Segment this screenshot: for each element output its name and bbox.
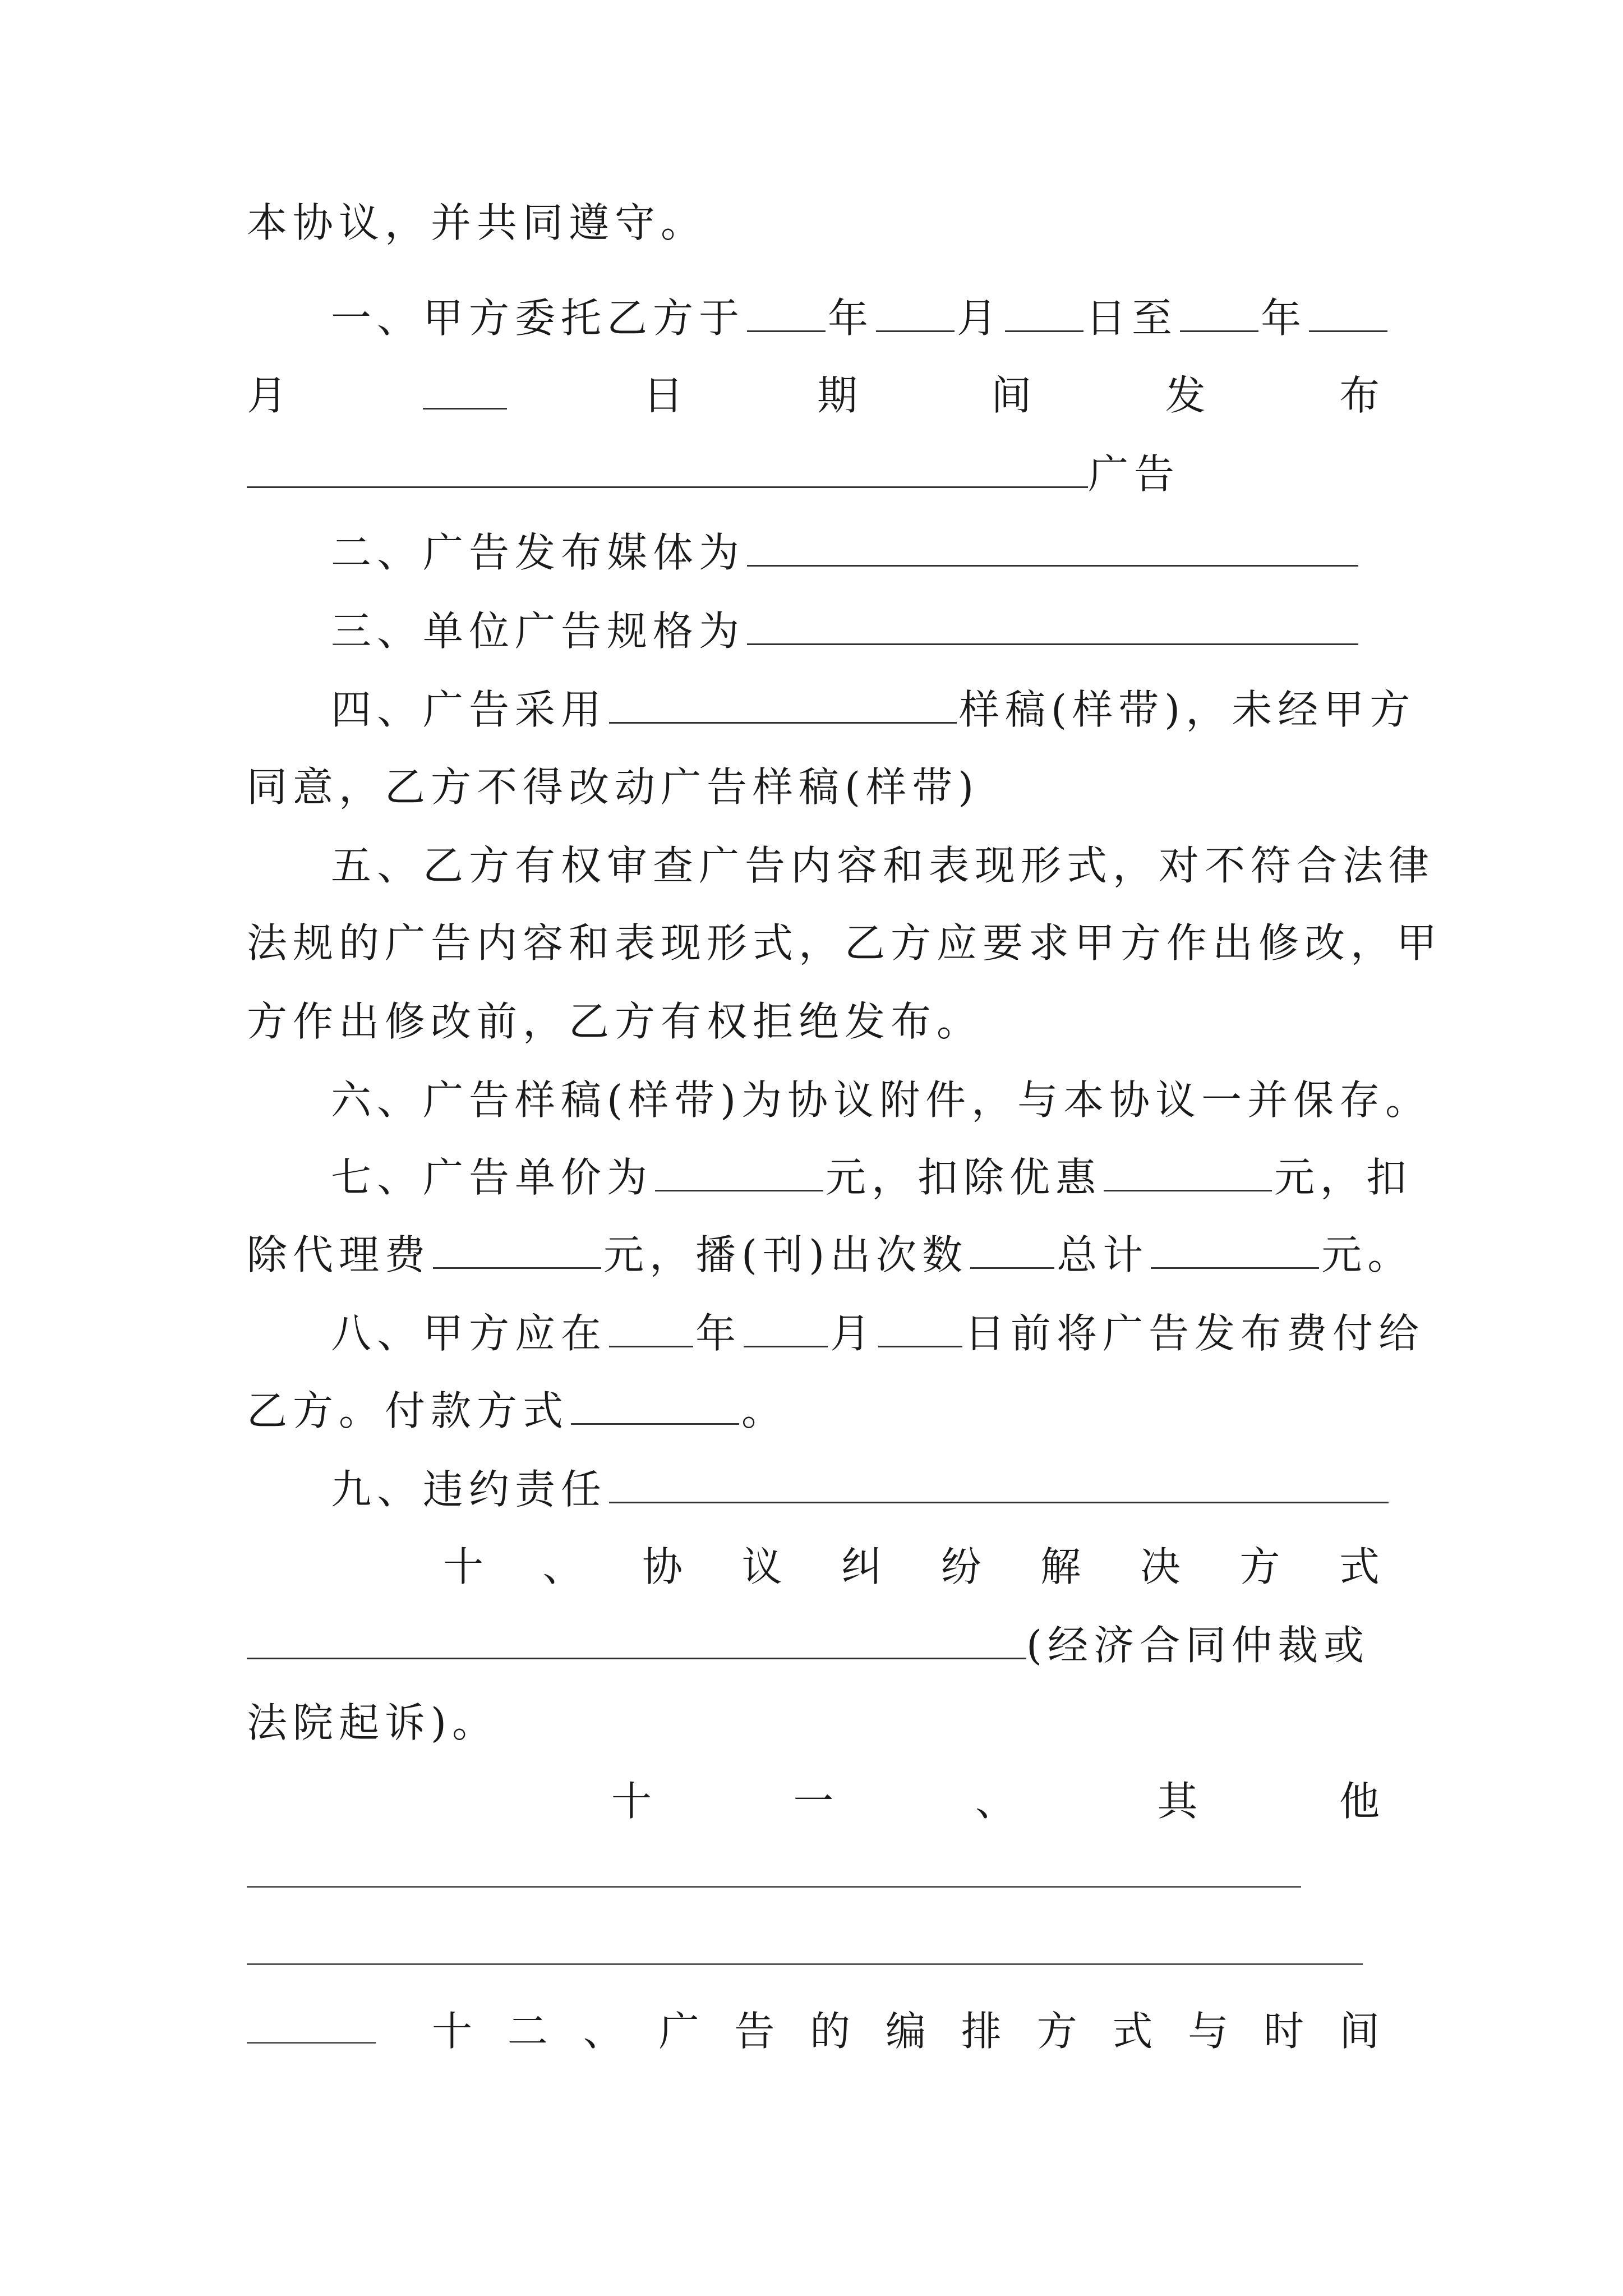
clause-10-tail: (经济合同仲裁或: [1026, 1622, 1370, 1669]
clause-1-text-b: 年: [828, 295, 874, 342]
clause-7-text-e: 元，播(刊)出次数: [603, 1231, 969, 1278]
clause-3: [331, 606, 1361, 656]
clause-2: [331, 527, 1361, 578]
clause-5-line-2: 法规的广告内容和表现形式，乙方应要求甲方作出修改，甲: [247, 919, 1443, 967]
blank-field[interactable]: [744, 1311, 828, 1347]
char: 间: [991, 372, 1032, 419]
blank-line[interactable]: [247, 1963, 1363, 1965]
clause-8-text-c: 月: [830, 1310, 877, 1357]
char: 日: [643, 372, 684, 419]
clause-8-text-b: 年: [695, 1310, 742, 1357]
blank-field[interactable]: [423, 373, 507, 409]
blank-field[interactable]: [1005, 296, 1083, 332]
blank-field[interactable]: [1151, 1232, 1319, 1269]
clause-9: [331, 1464, 1391, 1515]
char: 纷: [940, 1543, 981, 1590]
char: 时: [1264, 2008, 1304, 2055]
clause-4-text-b: 样稿(样带)，未经甲方: [959, 686, 1416, 733]
blank-field[interactable]: [609, 687, 957, 724]
clause-1-line-3: [247, 449, 1180, 499]
blank-field[interactable]: [247, 1623, 1026, 1659]
clause-5-line-3: 方作出修改前，乙方有权拒绝发布。: [247, 998, 983, 1045]
clause-1-text-d: 日至: [1086, 295, 1178, 342]
char: 十: [432, 2008, 473, 2055]
clause-3-text: 三、单位广告规格为: [331, 608, 745, 655]
blank-field[interactable]: [747, 530, 1358, 567]
clause-8-text-a: 八、甲方应在: [331, 1310, 607, 1357]
char: 、: [542, 1543, 583, 1590]
clause-1-line-1: [331, 293, 1390, 343]
blank-field[interactable]: [747, 609, 1358, 645]
blank-field[interactable]: [1309, 296, 1387, 332]
char: 十: [611, 1778, 652, 1825]
char: 十: [443, 1543, 484, 1590]
clause-7-text-c: 元，扣: [1274, 1154, 1413, 1201]
clause-7-text-b: 元，扣除优惠: [826, 1154, 1102, 1201]
char: 间: [1339, 2008, 1380, 2055]
char: 方: [1239, 1543, 1280, 1590]
clause-8-line-1: [331, 1308, 1424, 1359]
char: 告: [734, 2008, 775, 2055]
clause-8-text-f: 。: [741, 1387, 788, 1434]
char: 布: [1339, 372, 1380, 419]
clause-11-line-1: [611, 1776, 1380, 1826]
char: 纠: [841, 1543, 882, 1590]
clause-9-text: 九、违约责任: [331, 1466, 607, 1513]
blank-field[interactable]: [876, 296, 955, 332]
blank-line[interactable]: [247, 2042, 376, 2044]
clause-7-text-g: 元。: [1321, 1231, 1414, 1278]
clause-10-line-2: [247, 1620, 1370, 1671]
clause-10-line-1: [443, 1542, 1380, 1592]
char: 排: [961, 2008, 1002, 2055]
clause-2-text: 二、广告发布媒体为: [331, 529, 745, 576]
clause-1-text-a: 一、甲方委托乙方于: [331, 295, 745, 342]
char: 、: [975, 1778, 1016, 1825]
clause-7-text-a: 七、广告单价为: [331, 1154, 653, 1201]
char: 的: [810, 2008, 851, 2055]
char: 其: [1157, 1778, 1198, 1825]
clause-4-line-1: [331, 684, 1415, 735]
blank-field[interactable]: [1104, 1155, 1272, 1191]
char: 二: [507, 2008, 548, 2055]
char: 式: [1339, 1543, 1380, 1590]
char: 议: [741, 1543, 782, 1590]
blank-field[interactable]: [1180, 296, 1258, 332]
char: 与: [1188, 2008, 1229, 2055]
char: 解: [1040, 1543, 1081, 1590]
clause-6: 六、广告样稿(样带)为协议附件，与本协议一并保存。: [331, 1076, 1432, 1124]
clause-4-text-a: 四、广告采用: [331, 686, 607, 733]
blank-field[interactable]: [970, 1232, 1054, 1269]
clause-1-line-2: [247, 370, 1380, 421]
blank-field[interactable]: [433, 1232, 601, 1269]
char: 方: [1036, 2008, 1077, 2055]
blank-field[interactable]: [609, 1311, 693, 1347]
clause-10-line-3: 法院起诉)。: [247, 1699, 499, 1746]
clause-5-line-1: 五、乙方有权审查广告内容和表现形式，对不符合法律: [331, 842, 1435, 889]
clause-1-tail: 广告: [1088, 450, 1181, 498]
char: 他: [1339, 1778, 1380, 1825]
clause-7-line-2: [247, 1230, 1413, 1280]
char: 期: [817, 372, 857, 419]
char: 广: [658, 2008, 699, 2055]
clause-8-text-d: 日前将广告发布费付给: [965, 1310, 1425, 1357]
blank-field[interactable]: [747, 296, 826, 332]
clause-4-line-2: 同意，乙方不得改动广告样稿(样带): [247, 763, 980, 811]
clause-7-text-f: 总计: [1057, 1231, 1149, 1278]
blank-field[interactable]: [247, 452, 1088, 488]
clause-8-line-2: [247, 1386, 787, 1436]
char: 月: [247, 372, 288, 419]
blank-field[interactable]: [655, 1155, 823, 1191]
blank-field[interactable]: [571, 1388, 739, 1425]
char: 发: [1165, 372, 1206, 419]
clause-12-line-1: [432, 2006, 1380, 2056]
paragraph-intro: 本协议，并共同遵守。: [247, 199, 707, 246]
clause-1-text-e: 年: [1261, 295, 1307, 342]
blank-line[interactable]: [247, 1886, 1301, 1888]
char: 、: [583, 2008, 624, 2055]
blank-field[interactable]: [878, 1311, 962, 1347]
clause-7-text-d: 除代理费: [247, 1231, 431, 1278]
char: 编: [885, 2008, 926, 2055]
clause-1-text-c: 月: [957, 295, 1003, 342]
char: 协: [642, 1543, 683, 1590]
blank-field[interactable]: [609, 1467, 1389, 1503]
clause-7-line-1: [331, 1152, 1412, 1203]
char: 决: [1140, 1543, 1181, 1590]
char: 一: [793, 1778, 834, 1825]
char: 式: [1112, 2008, 1153, 2055]
clause-8-text-e: 乙方。付款方式: [247, 1387, 569, 1434]
